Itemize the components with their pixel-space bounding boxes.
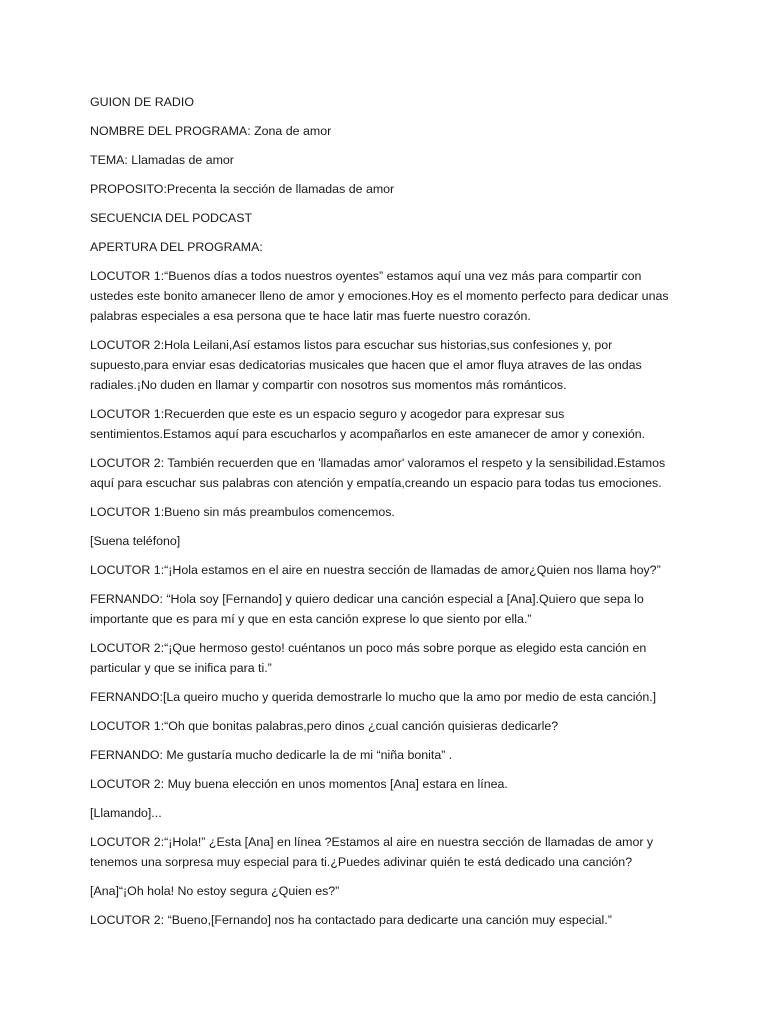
dialogue-paragraph: LOCUTOR 2:“¡Que hermoso gesto! cuéntanos un poco más sobre porque as elegido esta canción en particular y que se inifica para ti.” [90, 641, 647, 675]
dialogue-paragraph: LOCUTOR 1:“¡Hola estamos en el aire en nuestra sección de llamadas de amor¿Quien nos llama hoy?” [90, 563, 661, 577]
script-body [90, 92, 680, 939]
purpose-line: PROPOSITO:Precenta la sección de llamadas de amor [90, 182, 395, 196]
dialogue-paragraph: FERNANDO:[La queiro mucho y querida demostrarle lo mucho que la amo por medio de esta canción.] [90, 690, 657, 704]
document-title: GUION DE RADIO [90, 95, 194, 109]
program-opening-heading: APERTURA DEL PROGRAMA: [90, 240, 263, 254]
podcast-sequence-heading: SECUENCIA DEL PODCAST [90, 211, 253, 225]
dialogue-paragraph: LOCUTOR 2:Hola Leilani,Así estamos listos para escuchar sus historias,sus confesiones y, por supuesto,para enviar esas dedicatorias musicales que hacen que el amor fluya atraves de las ondas radiales.¡No duden en llamar y compartir con nosotros sus momentos más románticos. [90, 338, 642, 392]
stage-direction: [Llamando]... [90, 806, 162, 820]
dialogue-paragraph: LOCUTOR 2: “Bueno,[Fernando] nos ha contactado para dedicarte una canción muy especial.” [90, 913, 612, 927]
dialogue-paragraph: LOCUTOR 2:“¡Hola!” ¿Esta [Ana] en línea ?Estamos al aire en nuestra sección de llamadas de amor y tenemos una sorpresa muy especial para ti.¿Puedes adivinar quién te está dedicado una canción? [90, 835, 654, 869]
dialogue-paragraph: FERNANDO: “Hola soy [Fernando] y quiero dedicar una canción especial a [Ana].Quiero que sepa lo importante que es para mí y que en esta canción exprese lo que siento por ella.” [90, 592, 644, 626]
dialogue-paragraph: LOCUTOR 2: También recuerden que en 'llamadas amor' valoramos el respeto y la sensibilidad.Estamos aquí para escuchar sus palabras con atención y empatía,creando un espacio para todas tus emociones. [90, 456, 666, 490]
dialogue-paragraph: LOCUTOR 2: Muy buena elección en unos momentos [Ana] estara en línea. [90, 777, 508, 791]
program-name-line: NOMBRE DEL PROGRAMA: Zona de amor [90, 124, 332, 138]
dialogue-paragraph: [Ana]“¡Oh hola! No estoy segura ¿Quien es?” [90, 884, 340, 898]
dialogue-paragraph: LOCUTOR 1:Recuerden que este es un espacio seguro y acogedor para expresar sus sentimientos.Estamos aquí para escucharlos y acompañarlos en este amanecer de amor y conexión. [90, 407, 646, 441]
theme-line: TEMA: Llamadas de amor [90, 153, 234, 167]
dialogue-paragraph: LOCUTOR 1:Bueno sin más preambulos comencemos. [90, 505, 395, 519]
dialogue-paragraph: LOCUTOR 1:“Buenos días a todos nuestros oyentes” estamos aquí una vez más para compartir con ustedes este bonito amanecer lleno de amor y emociones.Hoy es el momento perfecto para dedicar unas palabras especiales a esa persona que te hace latir mas fuerte nuestro corazón. [90, 269, 669, 323]
stage-direction: [Suena teléfono] [90, 534, 181, 548]
dialogue-paragraph: FERNANDO: Me gustaría mucho dedicarle la de mi “niña bonita” . [90, 748, 453, 762]
dialogue-paragraph: LOCUTOR 1:“Oh que bonitas palabras,pero dinos ¿cual canción quisieras dedicarle? [90, 719, 559, 733]
